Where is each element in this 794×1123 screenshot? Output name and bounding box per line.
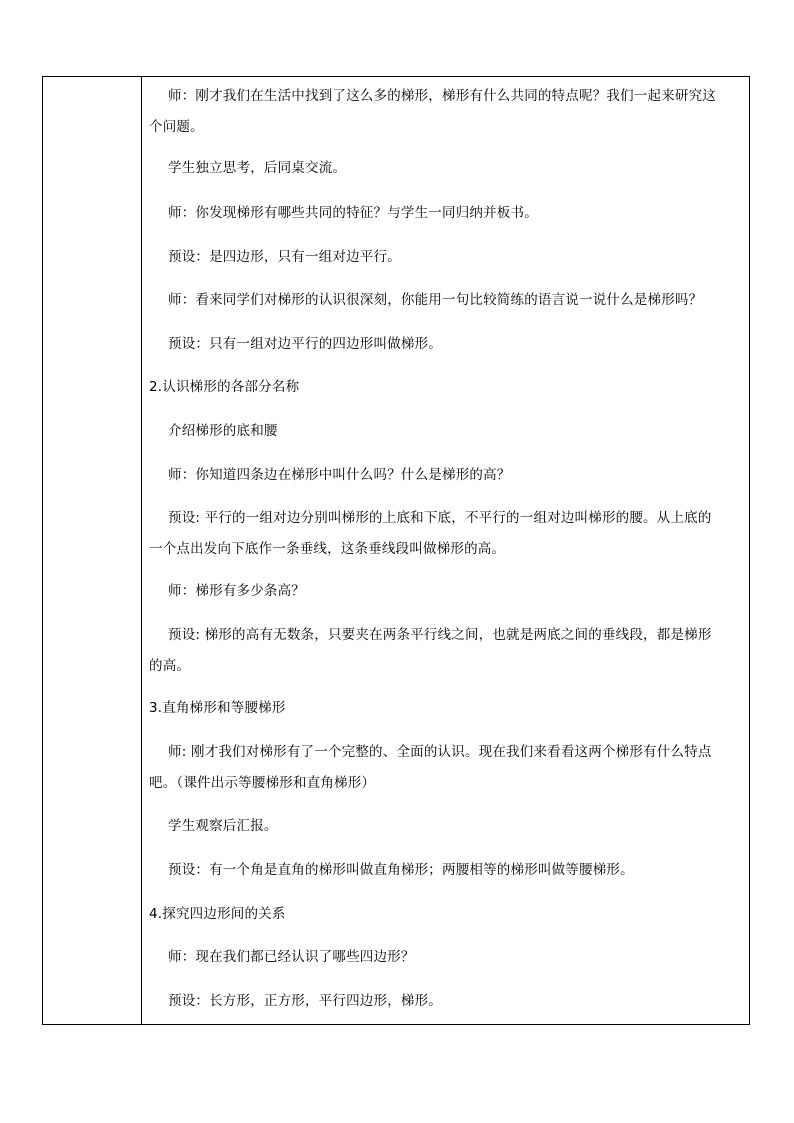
para-9: 师：你知道四条边在梯形中叫什么吗？什么是梯形的高？ xyxy=(168,467,511,483)
para-14-line-1: 师: 刚才我们对梯形有了一个完整的、全面的认识。现在我们来看看这两个梯形有什么特点 xyxy=(168,744,712,760)
section-heading-4: 4.探究四边形间的关系 xyxy=(149,906,286,922)
para-4: 预设：是四边形，只有一组对边平行。 xyxy=(168,249,401,265)
para-5: 师：看来同学们对梯形的认识很深刻，你能用一句比较简练的语言说一说什么是梯形吗？ xyxy=(168,292,703,308)
section-heading-2: 2.认识梯形的各部分名称 xyxy=(149,379,300,395)
para-6: 预设：只有一组对边平行的四边形叫做梯形。 xyxy=(168,336,442,352)
para-3: 师：你发现梯形有哪些共同的特征？与学生一同归纳并板书。 xyxy=(168,205,538,221)
para-10-line-2: 一个点出发向下底作一条垂线，这条垂线段叫做梯形的高。 xyxy=(149,541,506,557)
section-heading-3: 3.直角梯形和等腰梯形 xyxy=(149,700,286,716)
para-1-line-1: 师：刚才我们在生活中找到了这么多的梯形，梯形有什么共同的特点呢？我们一起来研究这 xyxy=(168,88,716,104)
para-8: 介绍梯形的底和腰 xyxy=(168,423,278,439)
para-1-line-2: 个问题。 xyxy=(149,119,204,135)
para-11: 师：梯形有多少条高？ xyxy=(168,583,305,599)
lesson-content-cell xyxy=(143,77,749,1024)
para-16: 预设：有一个角是直角的梯形叫做直角梯形；两腰相等的梯形叫做等腰梯形。 xyxy=(168,862,634,878)
para-15: 学生观察后汇报。 xyxy=(168,818,278,834)
para-10-line-1: 预设: 平行的一组对边分别叫梯形的上底和下底，不平行的一组对边叫梯形的腰。从上底的 xyxy=(168,510,712,526)
para-18: 师：现在我们都已经认识了哪些四边形？ xyxy=(168,949,415,965)
lesson-table xyxy=(42,76,750,1025)
para-12-line-2: 的高。 xyxy=(149,658,191,674)
para-2: 学生独立思考，后同桌交流。 xyxy=(168,160,347,176)
para-19: 预设：长方形，正方形，平行四边形，梯形。 xyxy=(168,993,442,1009)
para-14-line-2: 吧。（课件出示等腰梯形和直角梯形） xyxy=(149,775,376,791)
para-12-line-1: 预设: 梯形的高有无数条，只要夹在两条平行线之间，也就是两底之间的垂线段，都是梯形 xyxy=(168,627,712,643)
section-label-cell xyxy=(43,77,142,1024)
